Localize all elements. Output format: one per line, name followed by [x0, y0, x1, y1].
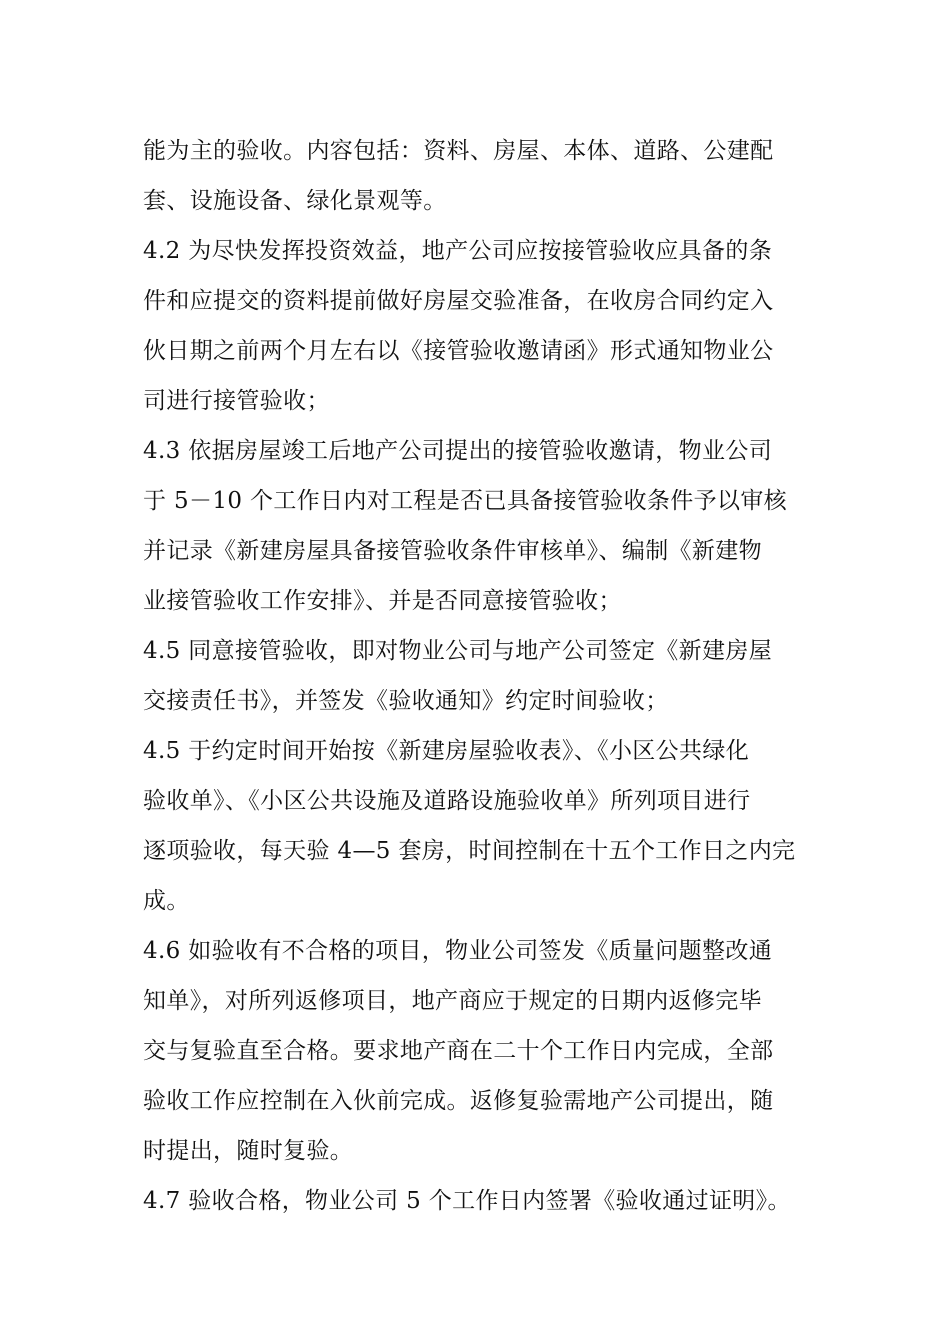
body-text [143, 126, 815, 1226]
text-line: 交与复验直至合格。要求地产商在二十个工作日内完成，全部 [143, 1038, 774, 1064]
text-line: 验收工作应控制在入伙前完成。返修复验需地产公司提出，随 [143, 1088, 774, 1114]
text-line: 交接责任书》，并签发《验收通知》约定时间验收； [143, 688, 669, 714]
text-line: 知单》，对所列返修项目，地产商应于规定的日期内返修完毕 [143, 988, 762, 1014]
text-line: 套、设施设备、绿化景观等。 [143, 188, 447, 214]
text-line: 4.2 为尽快发挥投资效益，地产公司应按接管验收应具备的条 [143, 238, 773, 264]
text-line: 能为主的验收。内容包括：资料、房屋、本体、道路、公建配 [143, 138, 774, 164]
text-line: 验收单》、《小区公共设施及道路设施验收单》所列项目进行 [143, 788, 751, 814]
text-line: 司进行接管验收； [143, 388, 330, 414]
text-line: 逐项验收，每天验 4—5 套房，时间控制在十五个工作日之内完 [143, 838, 796, 864]
text-line: 4.5 于约定时间开始按《新建房屋验收表》、《小区公共绿化 [143, 738, 750, 764]
text-line: 4.3 依据房屋竣工后地产公司提出的接管验收邀请，物业公司 [143, 438, 773, 464]
text-line: 时提出，随时复验。 [143, 1138, 354, 1164]
text-line: 伙日期之前两个月左右以《接管验收邀请函》形式通知物业公 [143, 338, 774, 364]
text-line: 件和应提交的资料提前做好房屋交验准备，在收房合同约定入 [143, 288, 774, 314]
text-line: 业接管验收工作安排》、并是否同意接管验收； [143, 588, 622, 614]
text-line: 并记录《新建房屋具备接管验收条件审核单》、编制《新建物 [143, 538, 762, 564]
text-line: 4.6 如验收有不合格的项目，物业公司签发《质量问题整改通 [143, 938, 773, 964]
text-line: 4.5 同意接管验收，即对物业公司与地产公司签定《新建房屋 [143, 638, 773, 664]
text-line: 成。 [143, 888, 190, 914]
text-line: 4.7 验收合格，物业公司 5 个工作日内签署《验收通过证明》。 [143, 1188, 791, 1214]
text-line: 于 5－10 个工作日内对工程是否已具备接管验收条件予以审核 [143, 488, 788, 514]
